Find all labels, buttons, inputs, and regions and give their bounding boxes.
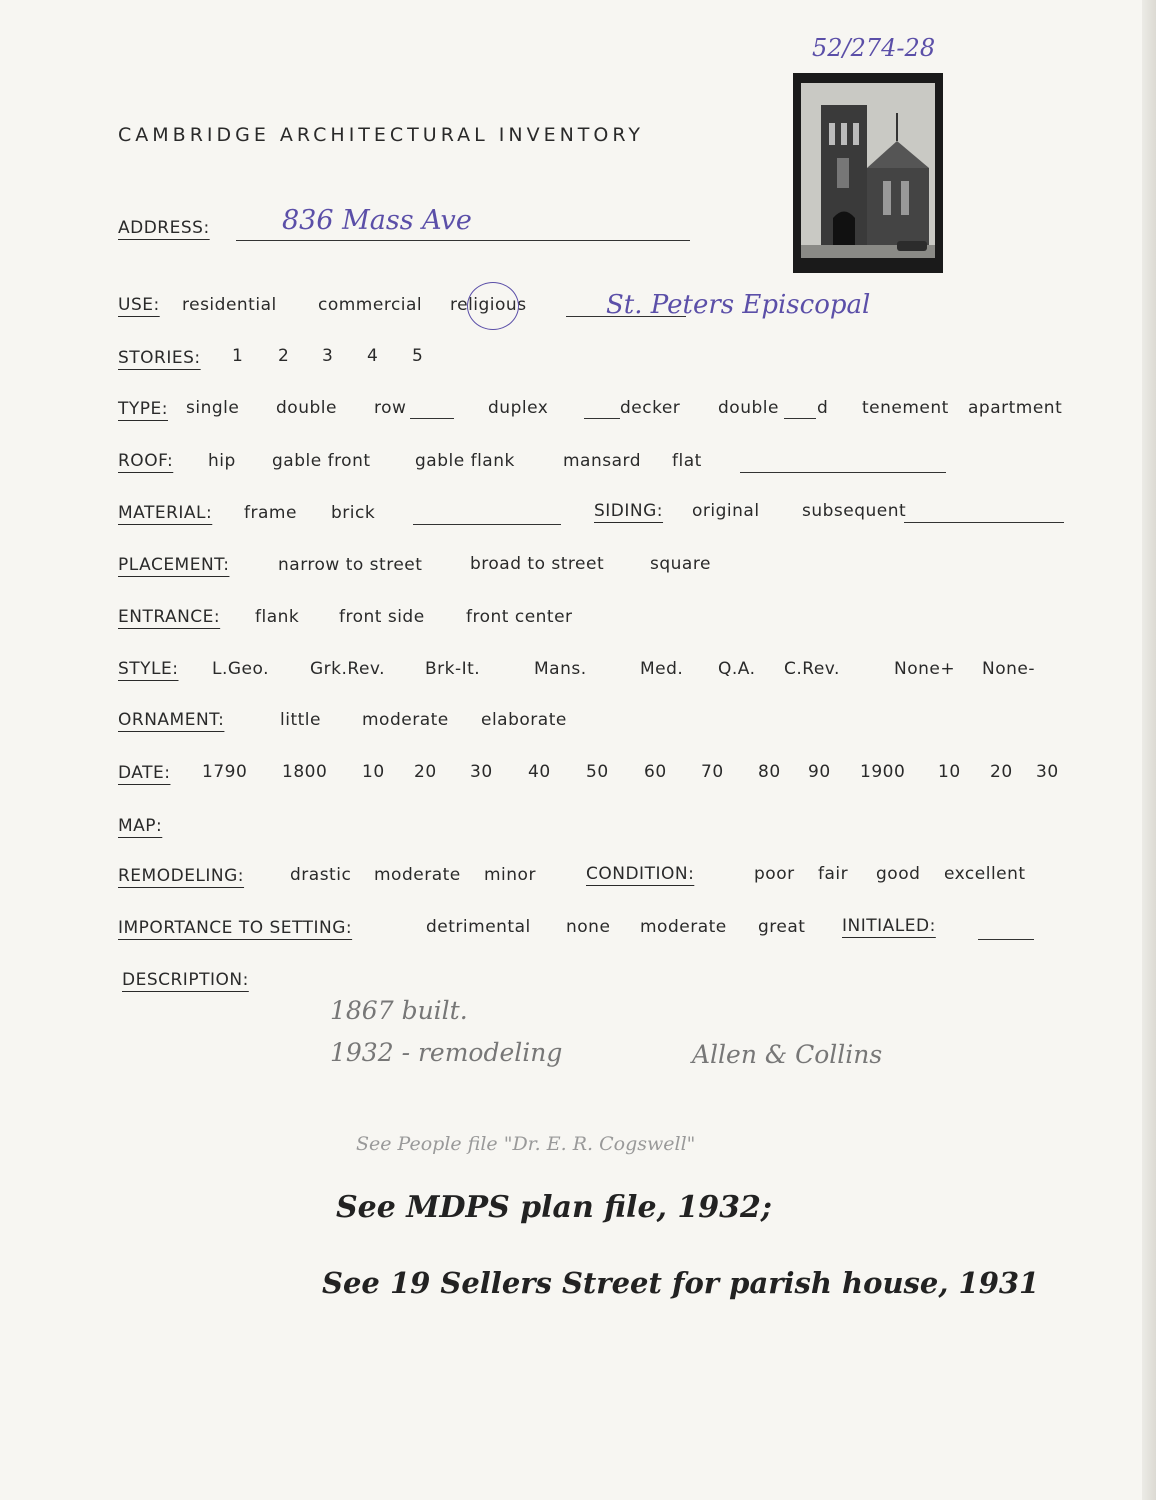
address-line <box>236 240 690 241</box>
type-option: duplex <box>488 398 549 418</box>
placement-option: square <box>650 554 711 574</box>
use-label: USE: <box>118 295 160 315</box>
description-note: Allen & Collins <box>692 1040 883 1069</box>
roof-option: gable front <box>272 451 371 471</box>
type-decker-line <box>584 418 620 419</box>
style-option: Mans. <box>534 659 587 679</box>
type-option: row <box>374 398 407 418</box>
type-option: d <box>817 398 829 418</box>
ornament-option: little <box>280 710 321 730</box>
type-double-line <box>784 418 816 419</box>
date-option: 60 <box>644 762 667 782</box>
date-option: 90 <box>808 762 831 782</box>
date-option: 50 <box>586 762 609 782</box>
style-option: C.Rev. <box>784 659 840 679</box>
file-number: 52/274-28 <box>812 34 936 62</box>
description-note: See MDPS plan file, 1932; <box>336 1190 772 1225</box>
selection-circle <box>467 282 519 330</box>
style-option: Med. <box>640 659 684 679</box>
description-note: 1932 - remodeling <box>330 1038 563 1067</box>
type-option: decker <box>620 398 681 418</box>
use-option-residential: residential <box>182 295 277 315</box>
roof-option: gable flank <box>415 451 515 471</box>
style-option: None+ <box>894 659 956 679</box>
entrance-option: front center <box>466 607 573 627</box>
roof-label: ROOF: <box>118 451 174 471</box>
date-option: 10 <box>938 762 961 782</box>
building-photo <box>793 73 943 273</box>
use-option-religious: religious <box>450 295 527 315</box>
style-option: None- <box>982 659 1035 679</box>
type-label: TYPE: <box>118 399 168 419</box>
entrance-option: flank <box>255 607 300 627</box>
style-label: STYLE: <box>118 659 179 679</box>
description-label: DESCRIPTION: <box>122 970 249 990</box>
type-option: double <box>276 398 337 418</box>
date-option: 30 <box>470 762 493 782</box>
condition-option: fair <box>818 864 849 884</box>
type-row-line <box>410 418 454 419</box>
date-option: 1800 <box>282 762 328 782</box>
remodeling-option: moderate <box>374 865 461 885</box>
date-option: 1790 <box>202 762 248 782</box>
material-option: frame <box>244 503 297 523</box>
style-option: Q.A. <box>718 659 756 679</box>
date-option: 10 <box>362 762 385 782</box>
stories-option: 3 <box>322 346 334 366</box>
importance-option: moderate <box>640 917 727 937</box>
type-option: single <box>186 398 240 418</box>
map-label: MAP: <box>118 816 163 836</box>
placement-label: PLACEMENT: <box>118 555 230 575</box>
material-option: brick <box>331 503 376 523</box>
remodeling-label: REMODELING: <box>118 866 245 886</box>
condition-option: excellent <box>944 864 1026 884</box>
roof-option: mansard <box>563 451 642 471</box>
style-option: Brk-It. <box>425 659 481 679</box>
placement-option: narrow to street <box>278 555 423 575</box>
ornament-label: ORNAMENT: <box>118 710 225 730</box>
condition-option: good <box>876 864 921 884</box>
description-note: See People file "Dr. E. R. Cogswell" <box>356 1133 696 1155</box>
stories-option: 4 <box>367 346 379 366</box>
importance-option: great <box>758 917 806 937</box>
initialed-label: INITIALED: <box>842 916 936 936</box>
importance-option: detrimental <box>426 917 531 937</box>
paper-edge <box>1142 0 1156 1500</box>
stories-option: 5 <box>412 346 424 366</box>
siding-label: SIDING: <box>594 501 664 521</box>
date-option: 70 <box>701 762 724 782</box>
use-note: St. Peters Episcopal <box>606 290 871 320</box>
condition-label: CONDITION: <box>586 864 695 884</box>
address-label: ADDRESS: <box>118 218 210 238</box>
address-value: 836 Mass Ave <box>282 205 472 236</box>
ornament-option: elaborate <box>481 710 567 730</box>
remodeling-option: minor <box>484 865 536 885</box>
type-option: apartment <box>968 398 1063 418</box>
date-option: 1900 <box>860 762 906 782</box>
stories-option: 2 <box>278 346 290 366</box>
placement-option: broad to street <box>470 554 605 574</box>
date-option: 80 <box>758 762 781 782</box>
date-option: 20 <box>414 762 437 782</box>
description-note: See 19 Sellers Street for parish house, 1931 <box>322 1266 1040 1300</box>
stories-option: 1 <box>232 346 244 366</box>
siding-option: original <box>692 501 760 521</box>
remodeling-option: drastic <box>290 865 352 885</box>
type-option: tenement <box>862 398 949 418</box>
form-title: CAMBRIDGE ARCHITECTURAL INVENTORY <box>118 124 644 146</box>
siding-option: subsequent <box>802 501 907 521</box>
entrance-option: front side <box>339 607 425 627</box>
date-option: 30 <box>1036 762 1059 782</box>
ornament-option: moderate <box>362 710 449 730</box>
material-label: MATERIAL: <box>118 503 213 523</box>
roof-option: flat <box>672 451 702 471</box>
date-label: DATE: <box>118 763 171 783</box>
importance-label: IMPORTANCE TO SETTING: <box>118 918 353 938</box>
style-option: Grk.Rev. <box>310 659 386 679</box>
date-option: 40 <box>528 762 551 782</box>
roof-option: hip <box>208 451 236 471</box>
use-option-commercial: commercial <box>318 295 423 315</box>
siding-line <box>904 522 1064 523</box>
initialed-line <box>978 939 1034 940</box>
entrance-label: ENTRANCE: <box>118 607 221 627</box>
style-option: L.Geo. <box>212 659 270 679</box>
roof-line <box>740 472 946 473</box>
type-option: double <box>718 398 779 418</box>
material-line <box>413 524 561 525</box>
description-note: 1867 built. <box>330 996 468 1025</box>
stories-label: STORIES: <box>118 348 201 368</box>
importance-option: none <box>566 917 611 937</box>
condition-option: poor <box>754 864 795 884</box>
date-option: 20 <box>990 762 1013 782</box>
